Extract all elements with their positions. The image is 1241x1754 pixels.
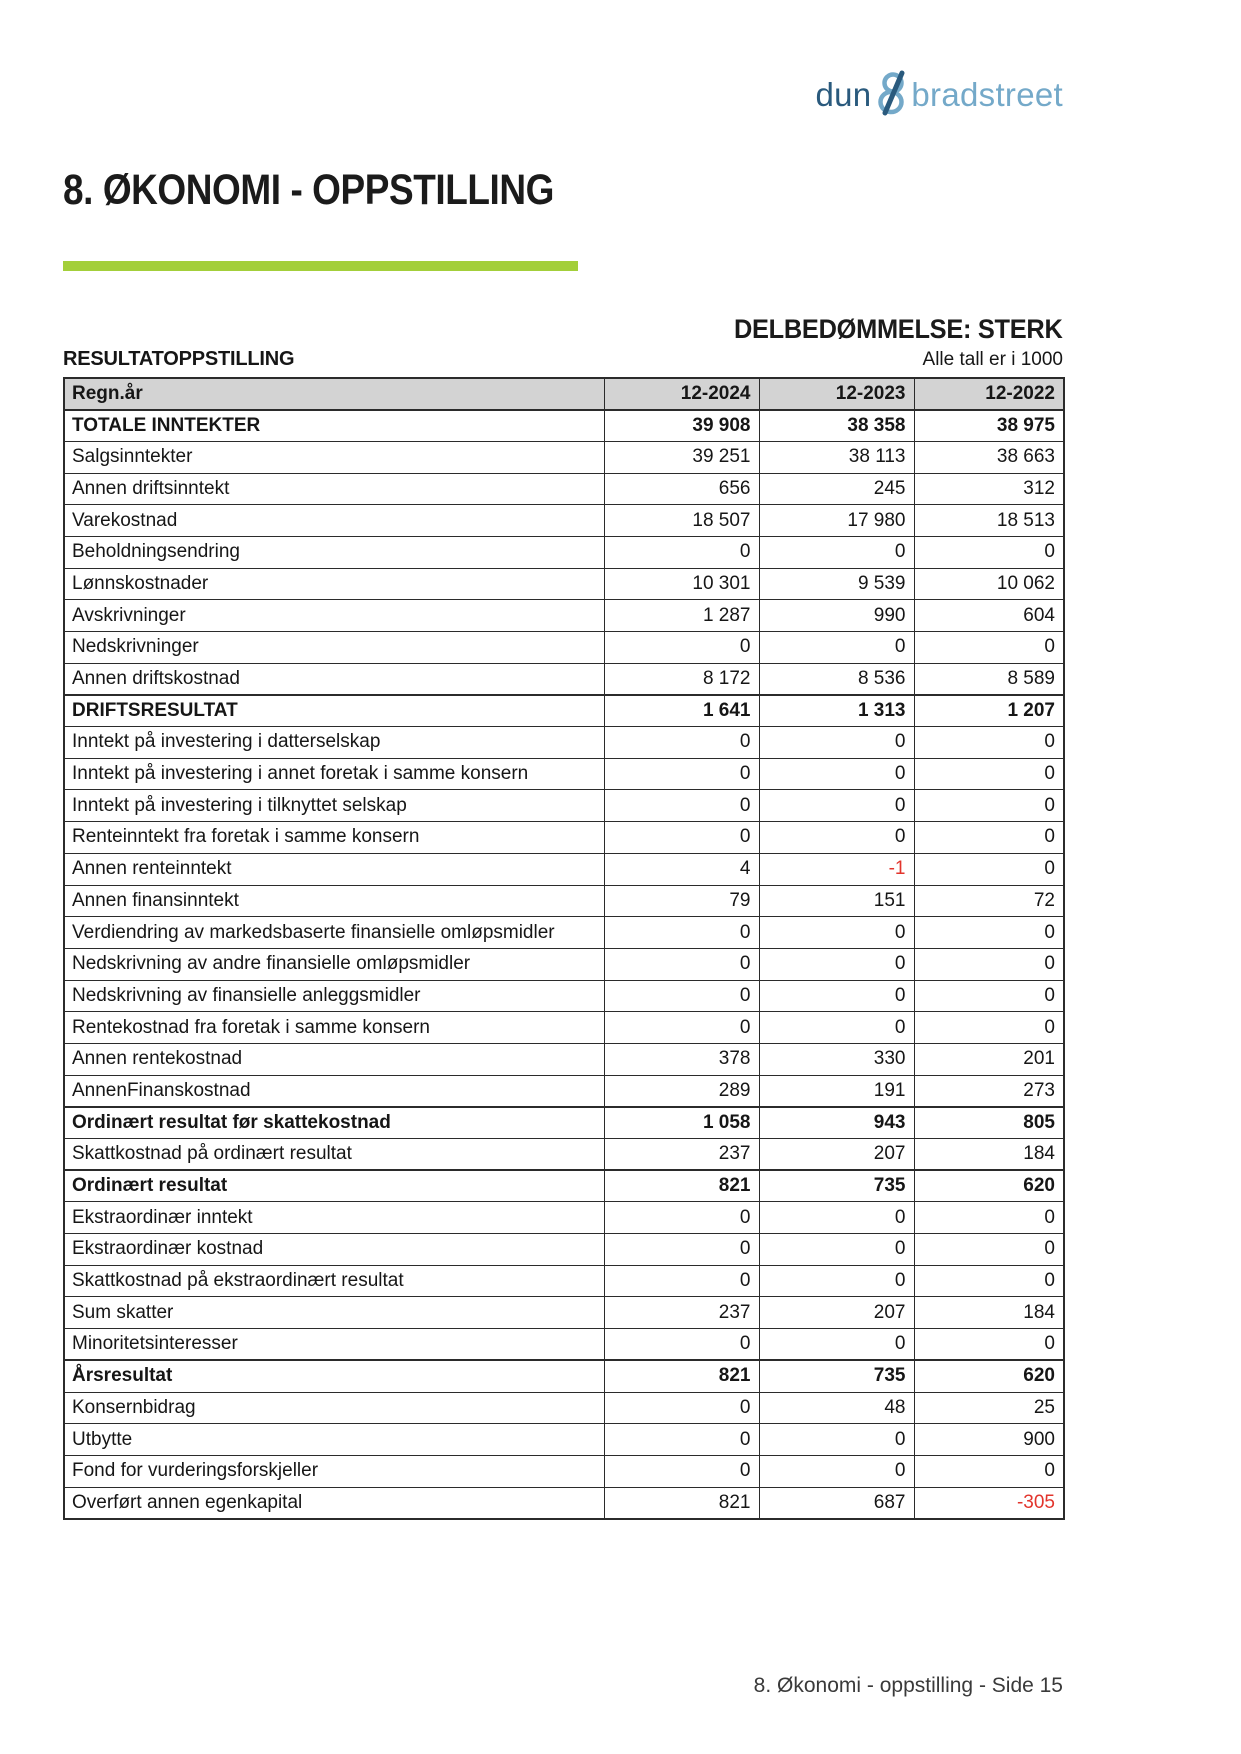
table-row: [64, 441, 1064, 473]
row-label-cell: Inntekt på investering i tilknyttet selskap: [64, 790, 604, 822]
table-body: [64, 410, 1064, 1519]
value-cell: 151: [759, 885, 914, 917]
value-cell: 0: [759, 1012, 914, 1044]
row-label-cell: Inntekt på investering i annet foretak i samme konsern: [64, 758, 604, 790]
table-row: [64, 948, 1064, 980]
value-cell: 0: [914, 790, 1064, 822]
value-cell: 0: [914, 1265, 1064, 1297]
value-cell: 0: [914, 1012, 1064, 1044]
value-cell: 0: [604, 1329, 759, 1361]
table-row: [64, 600, 1064, 632]
value-cell: 38 358: [759, 410, 914, 442]
value-cell: 8 536: [759, 663, 914, 695]
value-cell: 0: [914, 758, 1064, 790]
value-cell: 378: [604, 1043, 759, 1075]
value-cell: 0: [914, 822, 1064, 854]
table-row: [64, 1139, 1064, 1171]
row-label-cell: Fond for vurderingsforskjeller: [64, 1455, 604, 1487]
value-cell: 0: [914, 853, 1064, 885]
value-cell: 25: [914, 1392, 1064, 1424]
value-cell: 0: [604, 1424, 759, 1456]
row-label-cell: Konsernbidrag: [64, 1392, 604, 1424]
value-cell: 38 663: [914, 441, 1064, 473]
value-cell: 821: [604, 1487, 759, 1519]
value-cell: 0: [759, 790, 914, 822]
value-cell: 245: [759, 473, 914, 505]
value-cell: 18 507: [604, 505, 759, 537]
assessment-heading: DELBEDØMMELSE: STERK: [734, 314, 1063, 344]
value-cell: 0: [759, 758, 914, 790]
value-cell: 735: [759, 1170, 914, 1202]
value-cell: 38 975: [914, 410, 1064, 442]
value-cell: 0: [914, 1234, 1064, 1266]
row-label-cell: Rentekostnad fra foretak i samme konsern: [64, 1012, 604, 1044]
table-meta-row: [63, 348, 1063, 371]
value-cell: 8 172: [604, 663, 759, 695]
value-cell: 9 539: [759, 568, 914, 600]
value-cell: 0: [914, 1455, 1064, 1487]
row-label-cell: Avskrivninger: [64, 600, 604, 632]
table-row: [64, 1455, 1064, 1487]
value-cell: 821: [604, 1170, 759, 1202]
table-row: [64, 1043, 1064, 1075]
value-cell: 0: [759, 1455, 914, 1487]
table-row: [64, 790, 1064, 822]
dun-bradstreet-logo: [815, 70, 1063, 120]
value-cell: 0: [604, 727, 759, 759]
row-label-cell: Årsresultat: [64, 1360, 604, 1392]
value-cell: 0: [914, 1202, 1064, 1234]
value-cell: 207: [759, 1139, 914, 1171]
table-row: [64, 1170, 1064, 1202]
value-cell: 735: [759, 1360, 914, 1392]
row-label-cell: Ordinært resultat: [64, 1170, 604, 1202]
value-cell: 0: [604, 632, 759, 664]
row-label-cell: TOTALE INNTEKTER: [64, 410, 604, 442]
table-row: [64, 1487, 1064, 1519]
title-accent-bar: [63, 261, 578, 271]
table-row: [64, 568, 1064, 600]
row-label-cell: Overført annen egenkapital: [64, 1487, 604, 1519]
value-cell: 0: [604, 917, 759, 949]
value-cell: 312: [914, 473, 1064, 505]
value-cell: 805: [914, 1107, 1064, 1139]
row-label-cell: Renteinntekt fra foretak i samme konsern: [64, 822, 604, 854]
column-header: 12-2023: [759, 378, 914, 410]
table-row: [64, 1392, 1064, 1424]
value-cell: 79: [604, 885, 759, 917]
value-cell: 0: [914, 536, 1064, 568]
value-cell: 687: [759, 1487, 914, 1519]
table-row: [64, 1012, 1064, 1044]
value-cell: 0: [759, 1329, 914, 1361]
value-cell: 1 207: [914, 695, 1064, 727]
value-cell: 0: [759, 980, 914, 1012]
footer-page-label: 8. Økonomi - oppstilling - Side 15: [753, 1674, 1063, 1697]
value-cell: 191: [759, 1075, 914, 1107]
row-label-cell: Sum skatter: [64, 1297, 604, 1329]
value-cell: 0: [914, 980, 1064, 1012]
row-label-cell: Annen driftskostnad: [64, 663, 604, 695]
row-label-cell: Nedskrivninger: [64, 632, 604, 664]
value-cell: 289: [604, 1075, 759, 1107]
table-row: [64, 505, 1064, 537]
value-cell: 0: [604, 980, 759, 1012]
value-cell: 0: [604, 822, 759, 854]
row-label-cell: Inntekt på investering i datterselskap: [64, 727, 604, 759]
value-cell: 1 058: [604, 1107, 759, 1139]
value-cell: 0: [604, 1265, 759, 1297]
table-row: [64, 1297, 1064, 1329]
row-label-cell: DRIFTSRESULTAT: [64, 695, 604, 727]
column-header: 12-2024: [604, 378, 759, 410]
value-cell: 4: [604, 853, 759, 885]
column-header: 12-2022: [914, 378, 1064, 410]
value-cell: 0: [759, 632, 914, 664]
value-cell: 0: [759, 1424, 914, 1456]
row-label-cell: Nedskrivning av finansielle anleggsmidler: [64, 980, 604, 1012]
table-row: [64, 1265, 1064, 1297]
table-row: [64, 536, 1064, 568]
row-label-cell: Varekostnad: [64, 505, 604, 537]
value-cell: 0: [759, 1265, 914, 1297]
row-label-cell: Verdiendring av markedsbaserte finansielle omløpsmidler: [64, 917, 604, 949]
table-row: [64, 1075, 1064, 1107]
value-cell: 900: [914, 1424, 1064, 1456]
row-label-cell: Skattkostnad på ordinært resultat: [64, 1139, 604, 1171]
value-cell: 1 287: [604, 600, 759, 632]
table-row: [64, 410, 1064, 442]
value-cell: -305: [914, 1487, 1064, 1519]
table-row: [64, 1360, 1064, 1392]
value-cell: 184: [914, 1139, 1064, 1171]
value-cell: 821: [604, 1360, 759, 1392]
value-cell: 184: [914, 1297, 1064, 1329]
table-row: [64, 1424, 1064, 1456]
row-label-cell: Salgsinntekter: [64, 441, 604, 473]
value-cell: 0: [759, 822, 914, 854]
financial-table: [63, 377, 1065, 1520]
value-cell: 39 908: [604, 410, 759, 442]
value-cell: 10 062: [914, 568, 1064, 600]
row-label-cell: Annen finansinntekt: [64, 885, 604, 917]
row-label-cell: Minoritetsinteresser: [64, 1329, 604, 1361]
table-row: [64, 663, 1064, 695]
value-cell: 656: [604, 473, 759, 505]
value-cell: -1: [759, 853, 914, 885]
row-label-cell: Ordinært resultat før skattekostnad: [64, 1107, 604, 1139]
page-title: 8. ØKONOMI - OPPSTILLING: [63, 166, 554, 214]
row-label-cell: Utbytte: [64, 1424, 604, 1456]
value-cell: 0: [604, 790, 759, 822]
ampersand-icon: [871, 70, 911, 120]
table-row: [64, 1107, 1064, 1139]
value-cell: 0: [914, 632, 1064, 664]
table-row: [64, 473, 1064, 505]
table-row: [64, 632, 1064, 664]
row-label-cell: Annen rentekostnad: [64, 1043, 604, 1075]
value-cell: 990: [759, 600, 914, 632]
value-cell: 17 980: [759, 505, 914, 537]
value-cell: 620: [914, 1170, 1064, 1202]
table-row: [64, 980, 1064, 1012]
row-label-cell: Ekstraordinær inntekt: [64, 1202, 604, 1234]
table-row: [64, 885, 1064, 917]
value-cell: 0: [914, 917, 1064, 949]
row-label-cell: Annen renteinntekt: [64, 853, 604, 885]
value-cell: 0: [604, 948, 759, 980]
table-row: [64, 758, 1064, 790]
row-label-cell: Lønnskostnader: [64, 568, 604, 600]
table-row: [64, 1202, 1064, 1234]
table-row: [64, 1329, 1064, 1361]
row-label-cell: Nedskrivning av andre finansielle omløpsmidler: [64, 948, 604, 980]
value-cell: 237: [604, 1297, 759, 1329]
value-cell: 0: [604, 1012, 759, 1044]
value-cell: 330: [759, 1043, 914, 1075]
table-row: [64, 853, 1064, 885]
column-header: Regn.år: [64, 378, 604, 410]
value-cell: 18 513: [914, 505, 1064, 537]
value-cell: 0: [604, 1392, 759, 1424]
table-row: [64, 1234, 1064, 1266]
value-cell: 0: [914, 1329, 1064, 1361]
value-cell: 0: [759, 727, 914, 759]
value-cell: 0: [604, 1234, 759, 1266]
value-cell: 0: [914, 727, 1064, 759]
row-label-cell: Annen driftsinntekt: [64, 473, 604, 505]
value-cell: 0: [759, 1202, 914, 1234]
value-cell: 0: [914, 948, 1064, 980]
value-cell: 0: [759, 536, 914, 568]
unit-note: Alle tall er i 1000: [922, 349, 1063, 370]
value-cell: 0: [759, 948, 914, 980]
value-cell: 0: [759, 917, 914, 949]
value-cell: 237: [604, 1139, 759, 1171]
table-title: RESULTATOPPSTILLING: [63, 348, 295, 370]
value-cell: 0: [759, 1234, 914, 1266]
value-cell: 0: [604, 758, 759, 790]
value-cell: 10 301: [604, 568, 759, 600]
value-cell: 0: [604, 1202, 759, 1234]
value-cell: 1 313: [759, 695, 914, 727]
value-cell: 72: [914, 885, 1064, 917]
value-cell: 0: [604, 536, 759, 568]
row-label-cell: Ekstraordinær kostnad: [64, 1234, 604, 1266]
value-cell: 273: [914, 1075, 1064, 1107]
row-label-cell: Skattkostnad på ekstraordinært resultat: [64, 1265, 604, 1297]
value-cell: 48: [759, 1392, 914, 1424]
table-row: [64, 695, 1064, 727]
value-cell: 0: [604, 1455, 759, 1487]
table-row: [64, 727, 1064, 759]
value-cell: 207: [759, 1297, 914, 1329]
value-cell: 620: [914, 1360, 1064, 1392]
table-row: [64, 917, 1064, 949]
value-cell: 1 641: [604, 695, 759, 727]
value-cell: 38 113: [759, 441, 914, 473]
row-label-cell: Beholdningsendring: [64, 536, 604, 568]
value-cell: 8 589: [914, 663, 1064, 695]
row-label-cell: AnnenFinanskostnad: [64, 1075, 604, 1107]
logo-text-dun: dun: [815, 76, 872, 113]
table-row: [64, 822, 1064, 854]
value-cell: 943: [759, 1107, 914, 1139]
value-cell: 201: [914, 1043, 1064, 1075]
table-header-row: [64, 378, 1064, 410]
value-cell: 39 251: [604, 441, 759, 473]
value-cell: 604: [914, 600, 1064, 632]
logo-text-bradstreet: bradstreet: [911, 76, 1063, 113]
